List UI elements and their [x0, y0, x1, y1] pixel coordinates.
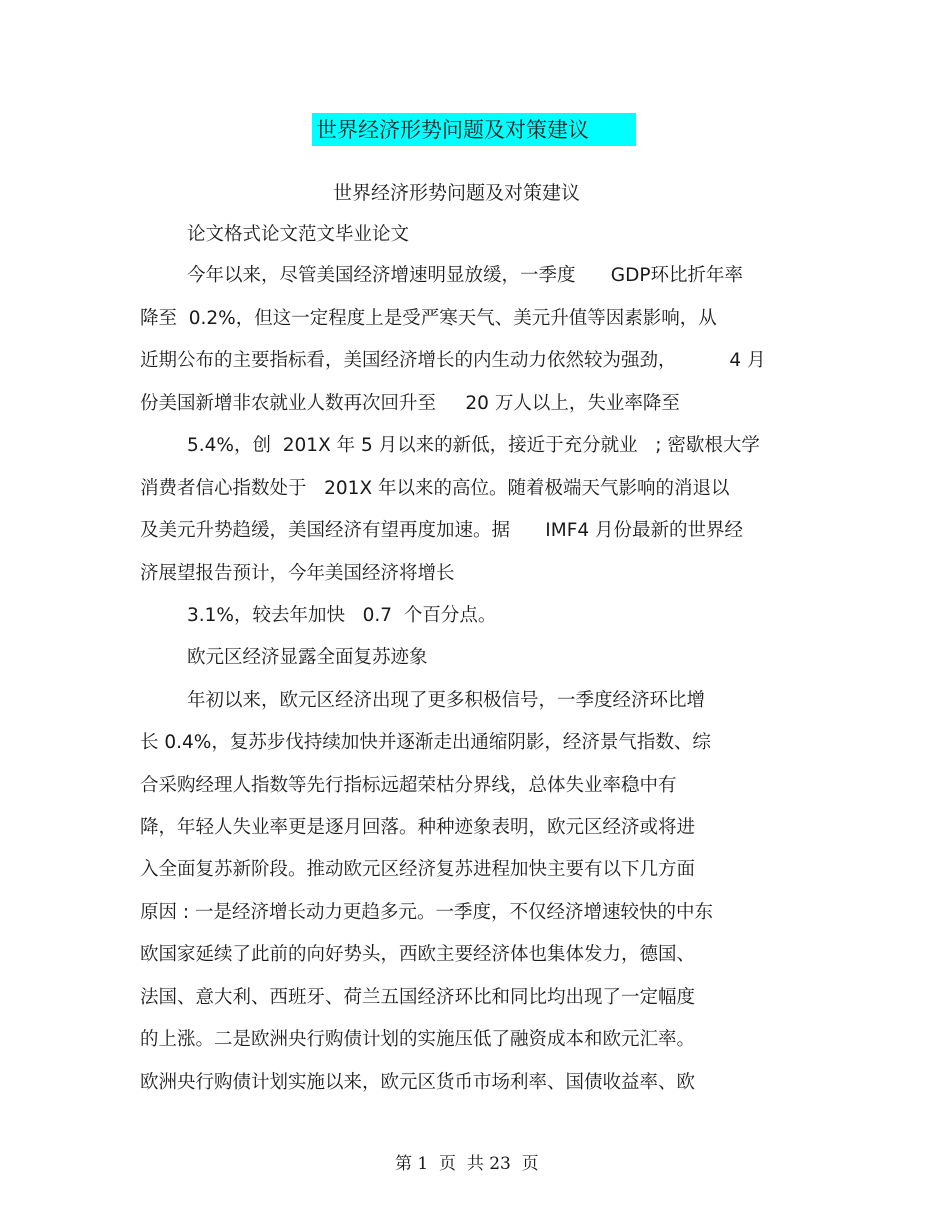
paragraph-line: 降至 0.2%，但这一定程度上是受严寒天气、美元升值等因素影响，从: [140, 308, 717, 329]
paragraph-line: 近期公布的主要指标看，美国经济增长的内生动力依然较为强劲， 4 月: [140, 350, 766, 371]
paragraph-line: 年初以来，欧元区经济出现了更多积极信号，一季度经济环比增: [187, 690, 706, 711]
paragraph-line: 消费者信心指数处于 201X 年以来的高位。随着极端天气影响的消退以: [140, 478, 730, 499]
document-title: 世界经济形势问题及对策建议: [316, 118, 589, 142]
paragraph-line: 长 0.4%，复苏步伐持续加快并逐渐走出通缩阴影，经济景气指数、综: [140, 732, 711, 753]
page-footer: 第 1 页 共 23 页: [395, 1154, 539, 1174]
paragraph-line: 及美元升势趋缓，美国经济有望再度加速。据 IMF4 月份最新的世界经: [140, 520, 743, 541]
paragraph-line: 论文格式论文范文毕业论文: [187, 224, 410, 245]
paragraph-line: 合采购经理人指数等先行指标远超荣枯分界线，总体失业率稳中有: [140, 775, 677, 796]
paragraph-line: 份美国新增非农就业人数再次回升至 20 万人以上，失业率降至: [140, 393, 680, 414]
document-subtitle: 世界经济形势问题及对策建议: [333, 182, 581, 204]
paragraph-line: 欧国家延续了此前的向好势头，西欧主要经济体也集体发力，德国、: [140, 944, 696, 965]
paragraph-line: 降，年轻人失业率更是逐月回落。种种迹象表明，欧元区经济或将进: [140, 817, 696, 838]
paragraph-line: 欧洲央行购债计划实施以来，欧元区货币市场利率、国债收益率、欧: [140, 1072, 696, 1093]
paragraph-line: 法国、意大利、西班牙、荷兰五国经济环比和同比均出现了一定幅度: [140, 987, 696, 1008]
paragraph-line: 入全面复苏新阶段。推动欧元区经济复苏进程加快主要有以下几方面: [140, 859, 696, 880]
paragraph-line: 原因 : 一是经济增长动力更趋多元。一季度，不仅经济增速较快的中东: [140, 902, 713, 923]
paragraph-line: 5.4%，创 201X 年 5 月以来的新低，接近于充分就业 ; 密歇根大学: [187, 435, 760, 456]
paragraph-line: 的上涨。二是欧洲央行购债计划的实施压低了融资成本和欧元汇率。: [140, 1029, 696, 1050]
section-heading: 欧元区经济显露全面复苏迹象: [187, 647, 428, 668]
paragraph-line: 今年以来，尽管美国经济增速明显放缓，一季度 GDP环比折年率: [187, 265, 744, 286]
paragraph-line: 济展望报告预计，今年美国经济将增长: [140, 563, 455, 584]
paragraph-line: 3.1%，较去年加快 0.7 个百分点。: [187, 605, 497, 626]
